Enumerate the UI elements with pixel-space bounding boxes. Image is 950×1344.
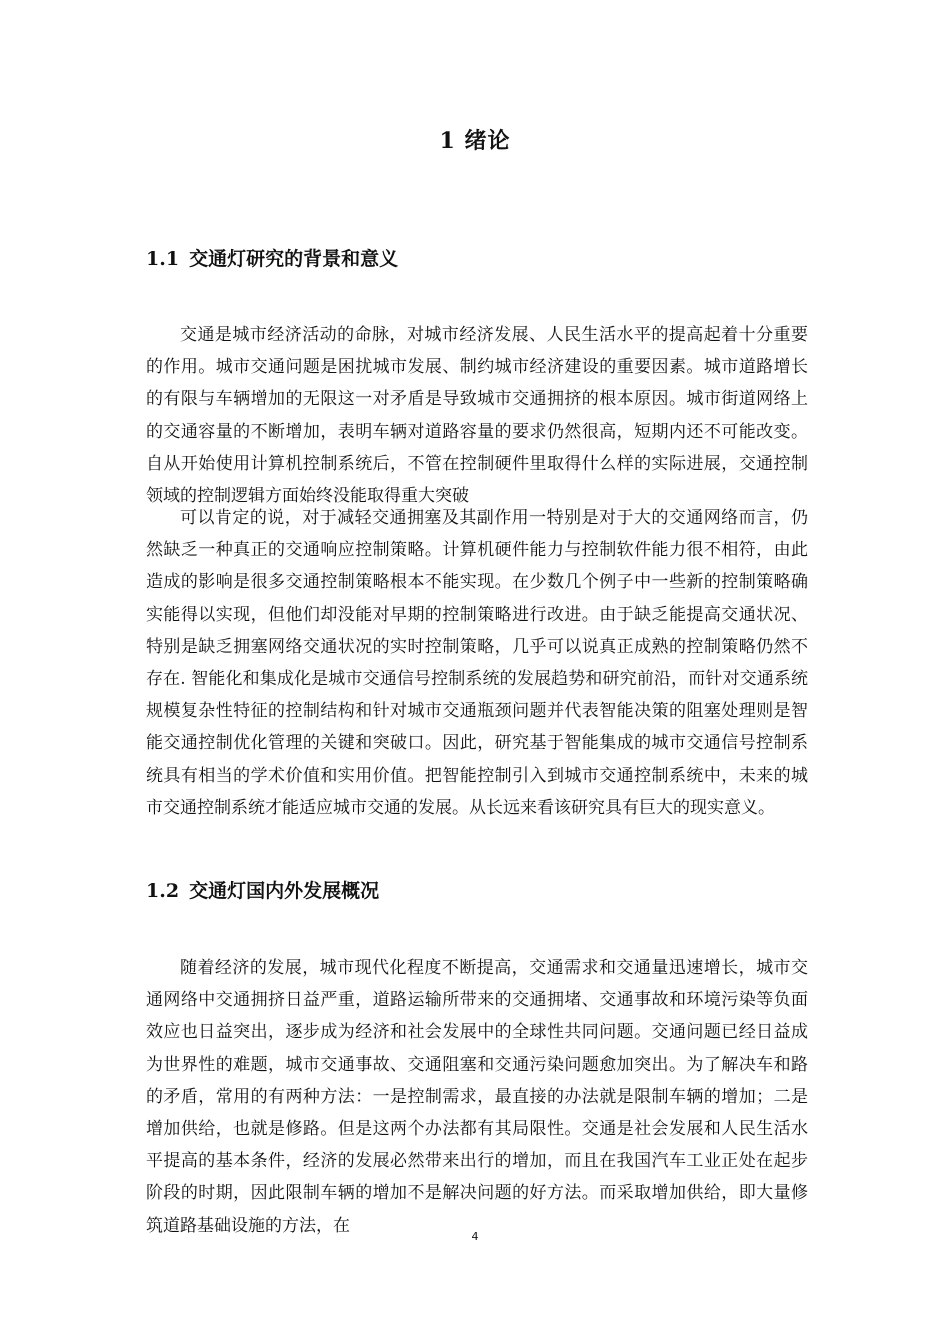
chapter-title: 1 绪论 xyxy=(439,128,511,154)
section-number: 1.1 xyxy=(146,248,180,270)
section-title: 交通灯研究的背景和意义 xyxy=(189,248,399,270)
paragraph: 可以肯定的说，对于减轻交通拥塞及其副作用一特别是对于大的交通网络而言，仍然缺乏一种真正的交通响应控制策略。计算机硬件能力与控制软件能力很不相符，由此造成的影响是很多交通控制策略根本不能实现。在少数几个例子中一些新的控制策略确实能得以实现，但他们却没能对早期的控制策略进行改进。由于缺乏能提高交通状况、特别是缺乏拥塞网络交通状况的实时控制策略，几乎可以说真正成熟的控制策略仍然不存在. 智能化和集成化是城市交通信号控制系统的发展趋势和研究前沿，而针对交通系统规模复杂性特征的控制结构和针对城市交通瓶颈问题并代表智能决策的阻塞处理则是智能交通控制优化管理的关键和突破口。因此，研究基于智能集成的城市交通信号控制系统具有相当的学术价值和实用价值。把智能控制引入到城市交通控制系统中，未来的城市交通控制系统才能适应城市交通的发展。从长远来看该研究具有巨大的现实意义。 xyxy=(146,508,808,818)
page-number: 4 xyxy=(471,1230,479,1243)
paragraph: 交通是城市经济活动的命脉，对城市经济发展、人民生活水平的提高起着十分重要的作用。城市交通问题是困扰城市发展、制约城市经济建设的重要因素。城市道路增长的有限与车辆增加的无限这一对矛盾是导致城市交通拥挤的根本原因。城市街道网络上的交通容量的不断增加，表明车辆对道路容量的要求仍然很高，短期内还不可能改变。自从开始使用计算机控制系统后，不管在控制硬件里取得什么样的实际进展，交通控制领域的控制逻辑方面始终没能取得重大突破 xyxy=(146,325,808,507)
section-number: 1.2 xyxy=(146,880,180,902)
section-heading-1-2 xyxy=(146,876,379,903)
section-heading-1-1 xyxy=(146,244,398,271)
section-title: 交通灯国内外发展概况 xyxy=(189,880,380,902)
paragraph: 随着经济的发展，城市现代化程度不断提高，交通需求和交通量迅速增长，城市交通网络中交通拥挤日益严重，道路运输所带来的交通拥堵、交通事故和环境污染等负面效应也日益突出，逐步成为经济和社会发展中的全球性共同问题。交通问题已经日益成为世界性的难题，城市交通事故、交通阻塞和交通污染问题愈加突出。为了解决车和路的矛盾，常用的有两种方法：一是控制需求，最直接的办法就是限制车辆的增加；二是增加供给，也就是修路。但是这两个办法都有其局限性。交通是社会发展和人民生活水平提高的基本条件，经济的发展必然带来出行的增加，而且在我国汽车工业正处在起步阶段的时期，因此限制车辆的增加不是解决问题的好方法。而采取增加供给，即大量修筑道路基础设施的方法，在 xyxy=(146,958,808,1236)
